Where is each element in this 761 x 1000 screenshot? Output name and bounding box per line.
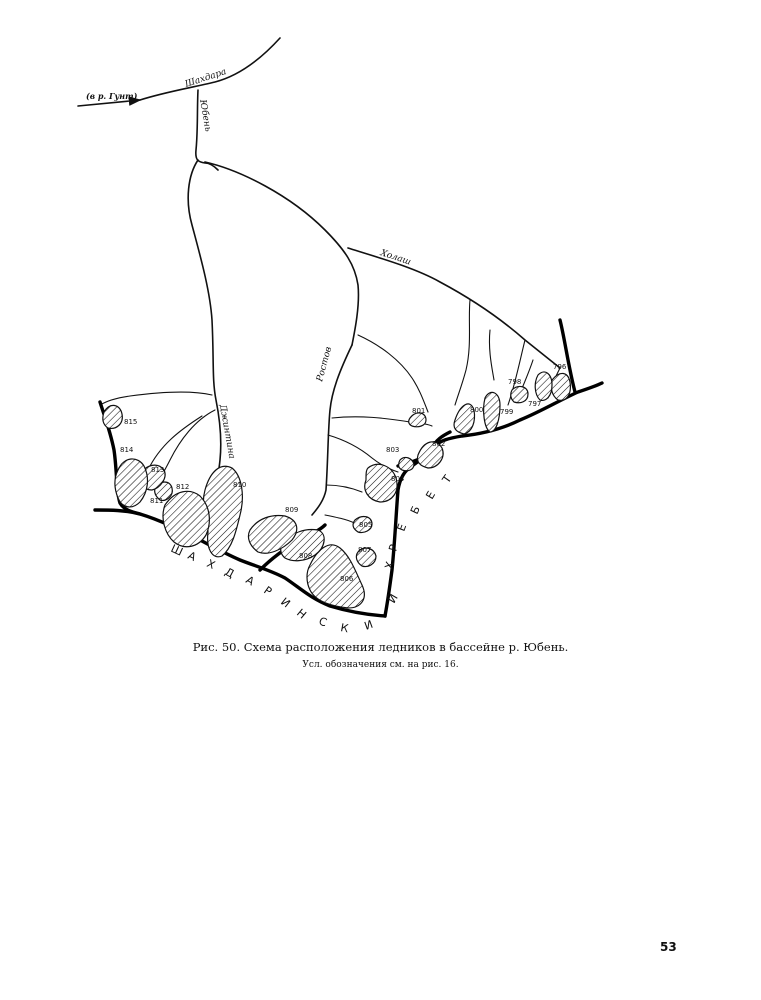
glacier-811 xyxy=(163,491,209,546)
yuben-upper-branch xyxy=(205,162,358,345)
label-797: 797 xyxy=(528,400,542,408)
rostov-trib-1 xyxy=(358,335,428,412)
label-811: 811 xyxy=(150,497,164,505)
ridge-letter: Т xyxy=(439,472,455,486)
ridge-letter: Ш xyxy=(168,541,185,559)
label-807: 807 xyxy=(358,546,372,554)
glacier-814 xyxy=(115,459,147,507)
dzhinntina-label: Джинтина xyxy=(217,403,237,460)
glacier-797 xyxy=(535,372,552,400)
ridge-letter: С xyxy=(316,614,329,630)
label-796: 796 xyxy=(553,363,567,371)
left-trib-1 xyxy=(100,392,212,405)
kholash-label: Холаш xyxy=(379,248,413,268)
figure-caption: Рис. 50. Схема расположения ледников в бассейне р. Юбень. xyxy=(192,640,569,654)
ridge-letter: Е xyxy=(394,522,410,534)
label-809: 809 xyxy=(285,506,299,514)
ridge-letter: Б xyxy=(407,503,423,517)
shakhdara-river xyxy=(140,38,280,100)
glacier-810 xyxy=(203,466,242,557)
label-805: 805 xyxy=(359,521,373,529)
label-804: 804 xyxy=(391,475,405,483)
ridge-letter: Е xyxy=(423,488,439,502)
ridge-letter: К xyxy=(339,621,350,636)
glacier-803 xyxy=(399,457,414,470)
label-815: 815 xyxy=(124,418,138,426)
ridge-letter: И xyxy=(362,617,375,633)
kholash-river xyxy=(348,248,560,368)
kholash-trib-4 xyxy=(489,330,494,380)
label-798: 798 xyxy=(508,378,522,386)
label-810: 810 xyxy=(233,481,247,489)
label-803: 803 xyxy=(386,446,400,454)
glacier-799 xyxy=(484,392,500,432)
ridge-letter: Р xyxy=(261,583,275,599)
dzhinntina-river xyxy=(188,160,221,505)
label-814: 814 xyxy=(120,446,134,454)
label-800: 800 xyxy=(470,406,484,414)
ridge-letter: Х xyxy=(382,560,397,571)
label-813: 813 xyxy=(151,466,165,474)
left-trib-3 xyxy=(148,416,202,470)
label-799: 799 xyxy=(500,408,514,416)
label-812: 812 xyxy=(176,483,190,491)
label-806: 806 xyxy=(340,575,354,583)
direction-label: (в р. Гунт) xyxy=(86,91,138,101)
glacier-798 xyxy=(511,387,528,403)
ridge-letter: А xyxy=(243,573,257,589)
figure-subcaption: Усл. обозначения см. на рис. 16. xyxy=(302,660,459,670)
label-802: 802 xyxy=(432,440,446,448)
label-801: 801 xyxy=(412,407,426,415)
rostov-trib-4 xyxy=(326,485,362,492)
ridge-letter: И xyxy=(278,595,293,611)
glacier-796 xyxy=(551,373,570,400)
ridge-letter: Х xyxy=(204,556,218,572)
page-number: 53 xyxy=(660,940,677,954)
glacier-815 xyxy=(103,405,123,428)
yuben-label: Юбень xyxy=(197,98,213,133)
ridge-letter: Р xyxy=(386,542,401,553)
ridge-letter: Д xyxy=(222,565,237,581)
shakhdara-label: Шахдара xyxy=(183,67,228,90)
rostov-label: Ростов xyxy=(315,345,335,383)
ridge-letter: Й xyxy=(385,591,401,606)
left-trib-2 xyxy=(158,410,215,485)
kholash-trib-1 xyxy=(455,300,470,405)
ridge-letter: А xyxy=(185,548,199,564)
ridge-letter: Н xyxy=(294,606,309,622)
glacier-labels xyxy=(120,363,567,583)
label-808: 808 xyxy=(299,552,313,560)
